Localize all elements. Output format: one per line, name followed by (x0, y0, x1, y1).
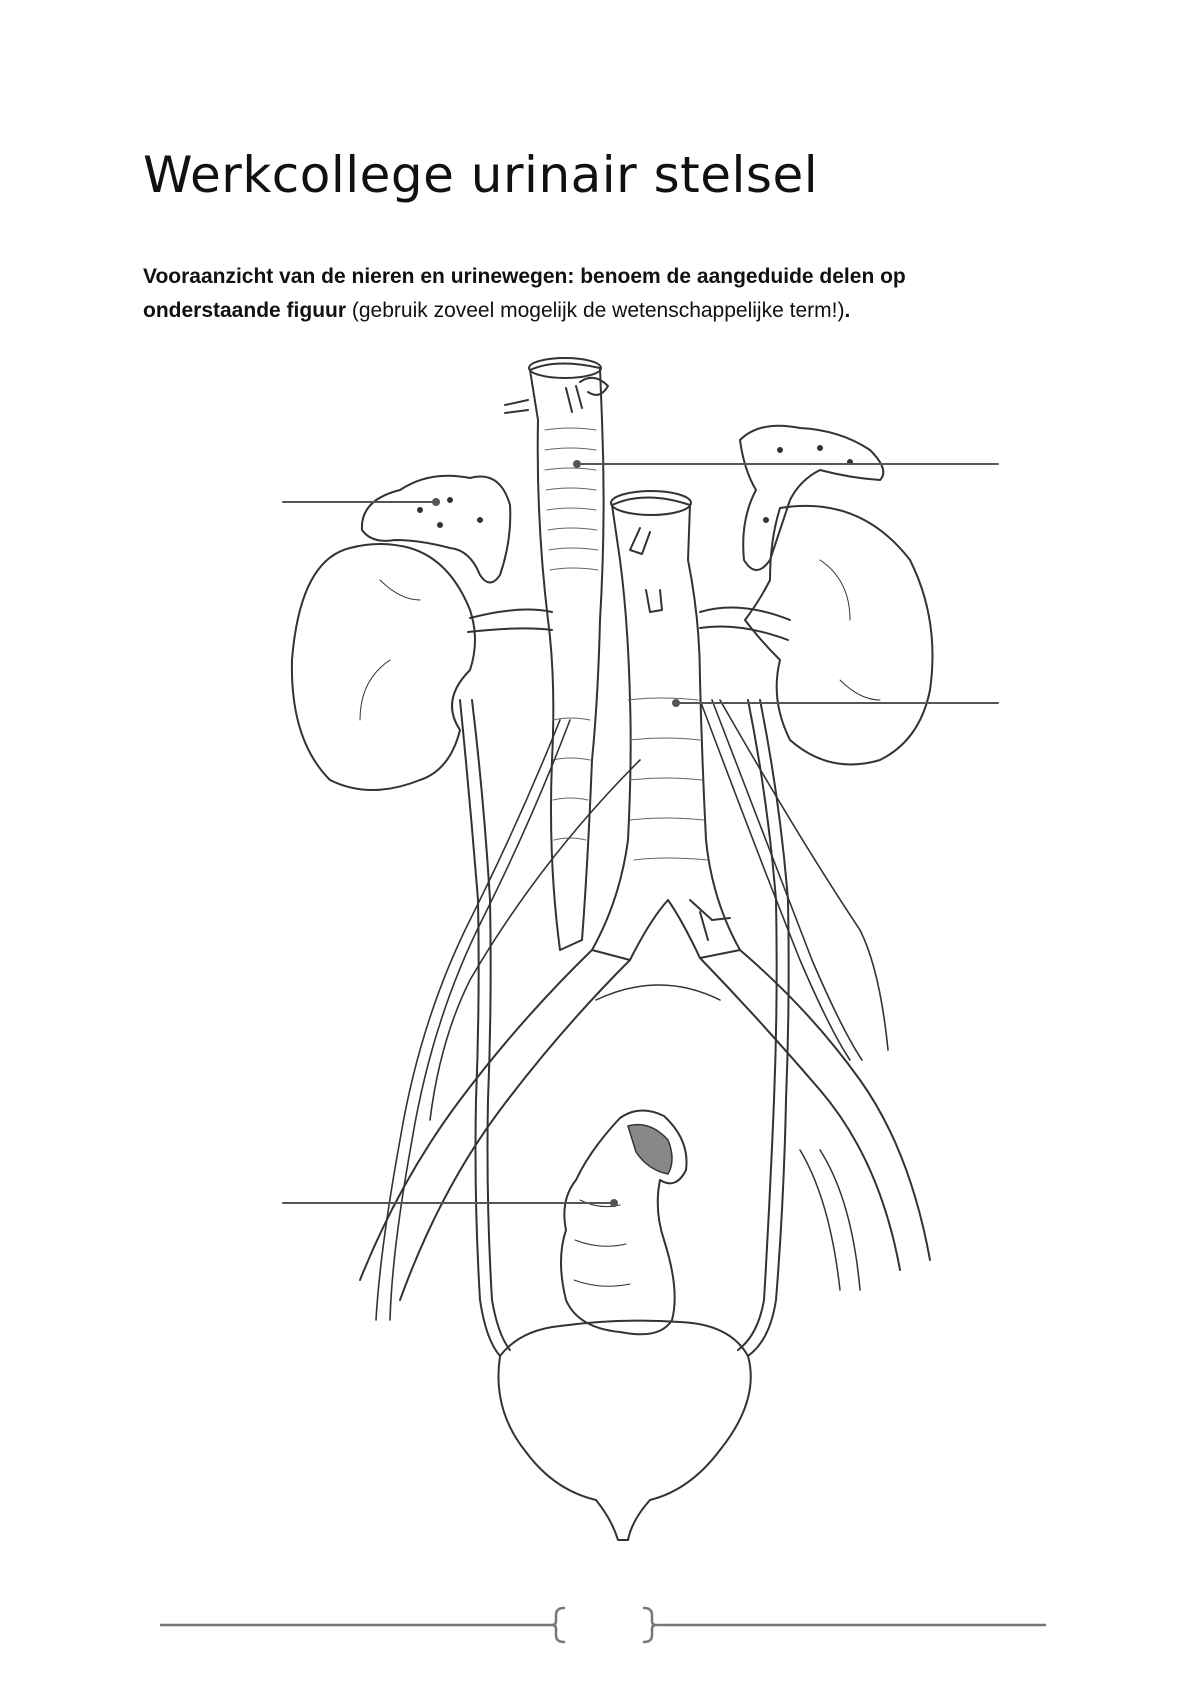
aorta (592, 491, 740, 960)
left-adrenal-gland (362, 476, 510, 583)
ureters (460, 700, 789, 1356)
right-adrenal-gland (740, 426, 883, 570)
instruction-bold-line-2: onderstaande figuur (143, 299, 347, 322)
instruction-note: (gebruik zoveel mogelijk de wetenschappelijke term!) (346, 299, 845, 322)
gonadal-vessels (376, 700, 888, 1320)
page-title: Werkcollege urinair stelsel (143, 146, 819, 204)
footer-decoration (160, 1605, 1046, 1645)
rectum (561, 1110, 687, 1334)
bladder (498, 1321, 750, 1540)
footer-brace-left (552, 1608, 564, 1642)
instruction-end: . (844, 299, 851, 322)
instruction-bold-line-1: Vooraanzicht van de nieren en urinewegen: benoem de aangeduide delen op (143, 265, 906, 288)
vena-cava (505, 358, 608, 950)
label-leaders (283, 461, 998, 1206)
footer-brace-right (644, 1608, 656, 1642)
left-kidney (292, 544, 475, 790)
renal-vessels (468, 608, 790, 641)
